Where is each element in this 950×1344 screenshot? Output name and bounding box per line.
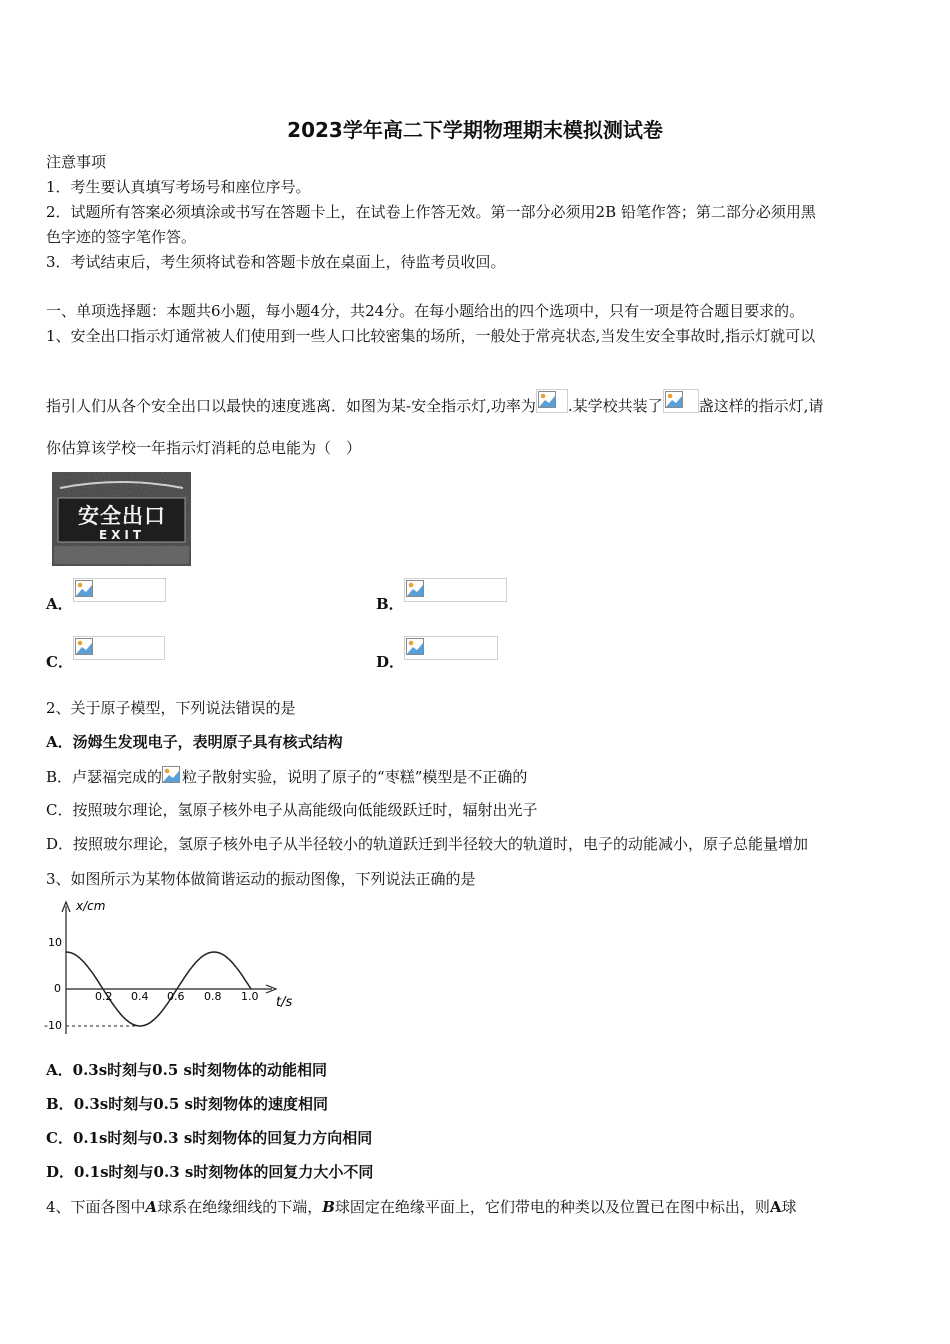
q3-option-b-label: B． [46,1095,74,1113]
q4-ball-a-2: A [769,1198,782,1216]
x-tick-0.2: 0.2 [95,990,113,1003]
q3-option-a-text: 0.3s时刻与0.5 s时刻物体的动能相同 [72,1061,327,1079]
q1-text-b: .某学校共装了 [567,397,663,415]
q1-stem-line2 [46,389,823,416]
section-heading: 一、单项选择题：本题共6小题，每小题4分，共24分。在每小题给出的四个选项中，只有一项是符合题目要求的。 [46,302,805,320]
q3-option-b-text: 0.3s时刻与0.5 s时刻物体的速度相同 [73,1095,328,1113]
y-axis-label: x/cm [76,899,106,913]
q4-ball-a: A [145,1198,158,1216]
q3-option-c [46,1128,372,1148]
q3-option-c-label: C． [46,1129,73,1147]
q1-stem-line1: 1、安全出口指示灯通常被人们使用到一些人口比较密集的场所，一般处于常亮状态,当发生安全事故时,指示灯就可以 [46,327,816,345]
exit-sign-en-text: EXIT [98,528,146,542]
x-tick-0.6: 0.6 [167,990,185,1003]
q2-option-a [46,732,343,752]
notice-item-1: 1．考生要认真填写考场号和座位序号。 [46,178,311,196]
y-tick-neg10: -10 [44,1019,62,1032]
y-tick-0: 0 [54,982,61,995]
page-title: 2023学年高二下学期物理期末模拟测试卷 [287,118,663,142]
q1-option-c-label: C． [46,653,73,671]
q1-option-a-image [73,578,166,602]
q2-option-b-post: 粒子散射实验，说明了原子的“枣糕”模型是不正确的 [182,768,528,786]
exit-sign-cn-text: 安全出口 [78,504,166,528]
q4-text-4: 球 [781,1198,797,1216]
q2-option-c: C．按照玻尔理论，氢原子核外电子从高能级向低能级跃迁时，辐射出光子 [46,801,538,819]
x-tick-0.8: 0.8 [204,990,222,1003]
q4-text-1: 4、下面各图中 [46,1198,146,1216]
notice-item-2: 2．试题所有答案必须填涂或书写在答题卡上，在试卷上作答无效。第一部分必须用2B 铅笔作答；第二部分必须用黑 [46,203,816,221]
q3-option-d-label: D． [46,1163,75,1181]
q4-stem [46,1197,797,1217]
broken-image-icon [162,766,182,784]
q3-stem: 3、如图所示为某物体做简谐运动的振动图像，下列说法正确的是 [46,870,476,888]
exit-sign-image [52,472,191,566]
q1-option-d-label: D． [376,653,405,671]
q1-stem-line3: 你估算该学校一年指示灯消耗的总电能为（ ） [46,439,362,457]
q3-option-d-text: 0.1s时刻与0.3 s时刻物体的回复力大小不同 [74,1163,374,1181]
q1-option-a-label: A． [46,595,73,613]
notice-item-2-cont: 色字迹的签字笔作答。 [46,228,197,246]
q4-text-3: 球固定在绝缘平面上，它们带电的种类以及位置已在图中标出，则 [334,1198,770,1216]
q1-text-c: 盏这样的指示灯,请 [698,397,824,415]
q1-option-c-image [73,636,165,660]
q1-option-b-label: B． [376,595,404,613]
q2-stem: 2、关于原子模型，下列说法错误的是 [46,699,296,717]
q4-ball-b: B [322,1198,335,1216]
q2-option-b [46,766,527,787]
q4-text-2: 球系在绝缘细线的下端， [157,1198,323,1216]
x-tick-1.0: 1.0 [241,990,259,1003]
q2-option-b-pre: B．卢瑟福完成的 [46,768,163,786]
q1-text-a: 指引人们从各个安全出口以最快的速度逃离．如图为某-安全指示灯,功率为 [46,397,536,415]
q3-option-a [46,1060,327,1080]
notice-heading: 注意事项 [46,153,107,171]
q3-option-c-text: 0.1s时刻与0.3 s时刻物体的回复力方向相同 [72,1129,373,1147]
y-tick-10: 10 [48,936,62,949]
q2-option-a-text: A．汤姆生发现电子，表明原子具有核式结构 [46,733,343,751]
shm-graph [40,896,300,1046]
q3-option-a-label: A． [46,1061,73,1079]
x-axis-label: t/s [276,995,293,1010]
q1-option-b-image [404,578,507,602]
broken-image-icon [536,389,568,413]
q3-option-d [46,1162,373,1182]
broken-image-icon [663,389,699,413]
notice-item-3: 3．考试结束后，考生须将试卷和答题卡放在桌面上，待监考员收回。 [46,253,506,271]
x-tick-0.4: 0.4 [131,990,149,1003]
q1-option-d-image [404,636,498,660]
q2-option-d: D．按照玻尔理论，氢原子核外电子从半径较小的轨道跃迁到半径较大的轨道时，电子的动能减小，原子总能量增加 [46,835,809,853]
q3-option-b [46,1094,328,1114]
